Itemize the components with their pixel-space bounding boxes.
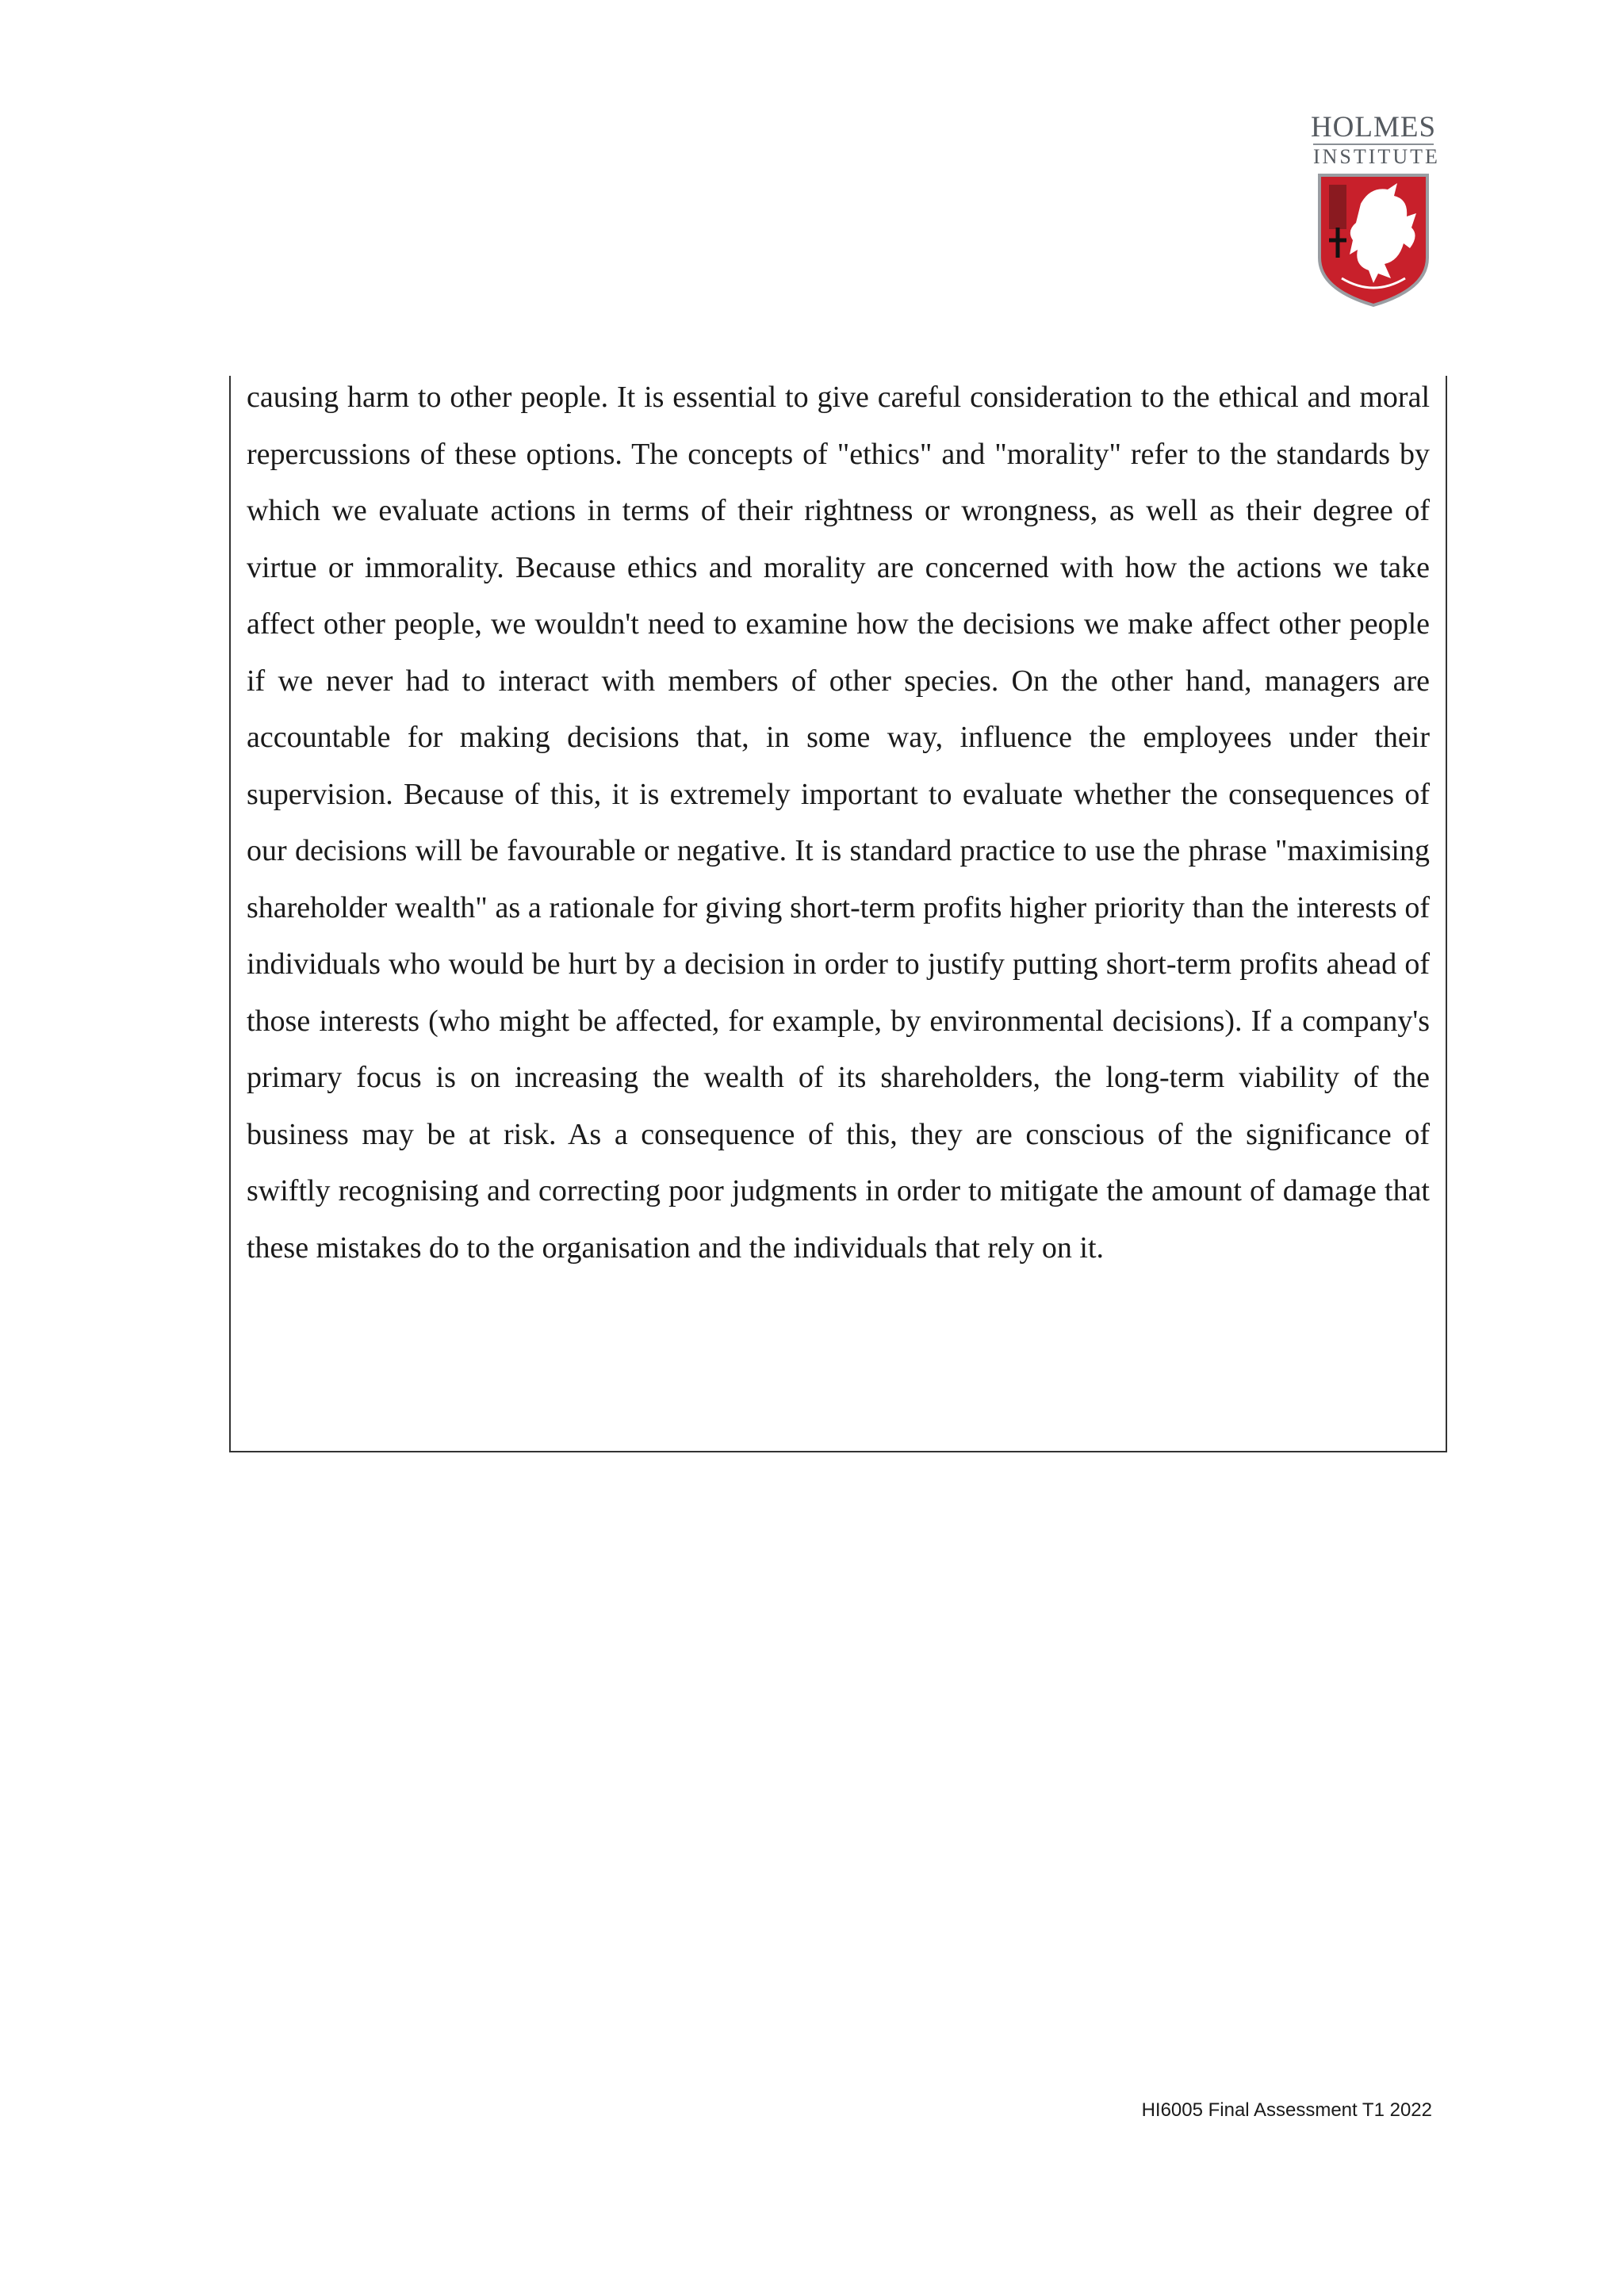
answer-paragraph: causing harm to other people. It is essential to give careful consideration to the ethical and moral repercussions of these options. The concepts of "ethics" and "morality" refer to the standards by which we evaluate actions in terms of their rightness or wrongness, as well as their degree of virtue or immorality. Because ethics and morality are concerned with how the actions we take affect other people, we wouldn't need to examine how the decisions we make affect other people if we never had to interact with members of other species. On the other hand, managers are accountable for making decisions that, in some way, influence the employees under their supervision. Because of this, it is extremely important to evaluate whether the consequences of our decisions will be favourable or negative. It is standard practice to use the phrase "maximising shareholder wealth" as a rationale for giving short-term profits higher priority than the interests of individuals who would be hurt by a decision in order to justify putting short-term profits ahead of those interests (who might be affected, for example, by environmental decisions). If a company's primary focus is on increasing the wealth of its shareholders, the long-term viability of the business may be at risk. As a consequence of this, they are conscious of the significance of swiftly recognising and correcting poor judgments in order to mitigate the amount of damage that these mistakes do to the organisation and the individuals that rely on it. [247, 381, 1430, 1265]
logo-wordmark-institute: INSTITUTE [1313, 145, 1440, 168]
logo-wordmark-holmes: HOLMES [1310, 111, 1437, 144]
footer-assessment-label: HI6005 Final Assessment T1 2022 [1141, 2099, 1432, 2121]
shield-crest-icon [1315, 172, 1432, 308]
answer-box [229, 376, 1447, 1452]
holmes-institute-logo [1310, 111, 1440, 306]
